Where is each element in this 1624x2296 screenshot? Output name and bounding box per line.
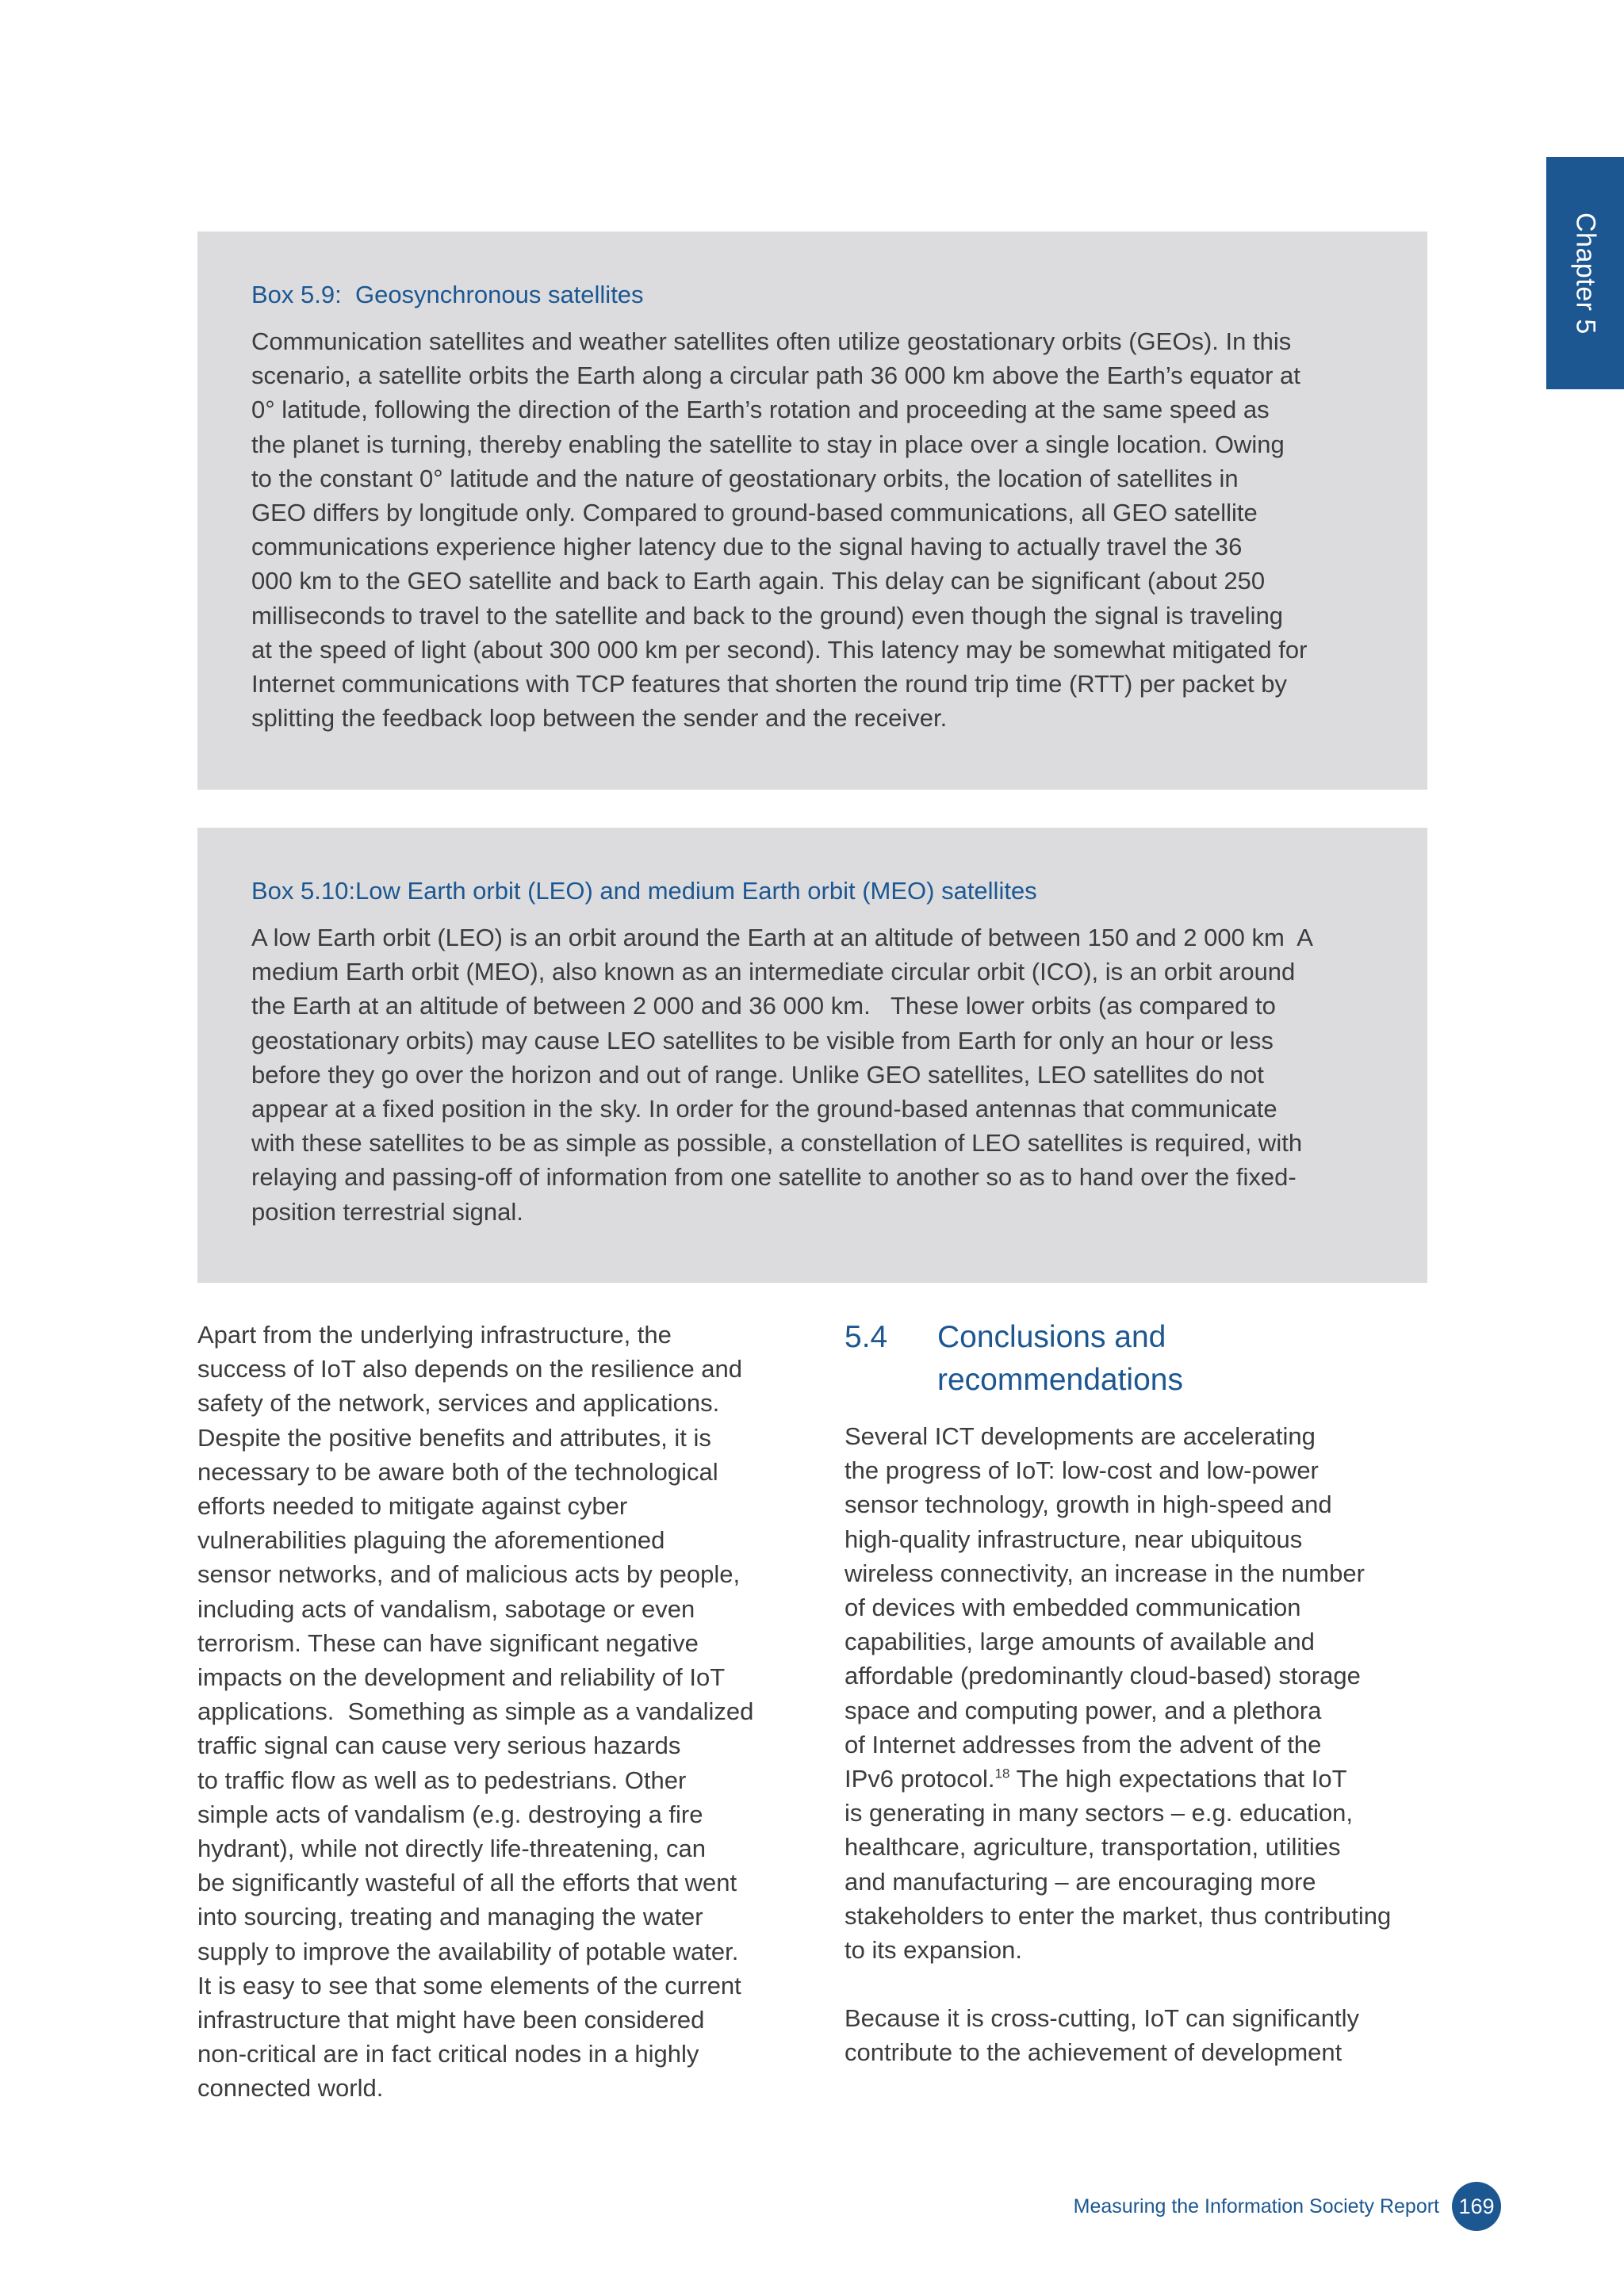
text-line: efforts needed to mitigate against cyber [197,1492,628,1521]
text-line: impacts on the development and reliability of IoT [197,1663,726,1692]
text-span: IPv6 protocol. [845,1765,995,1793]
text-line: 0° latitude, following the direction of the Earth’s rotation and proceeding at the same speed as [251,396,1270,424]
text-line: appear at a fixed position in the sky. In order for the ground-based antennas that communicate [251,1095,1277,1123]
text-line: infrastructure that might have been considered [197,2006,705,2034]
text-line: be significantly wasteful of all the efforts that went [197,1869,737,1897]
footnote-reference[interactable]: 18 [994,1766,1010,1781]
text-line: medium Earth orbit (MEO), also known as an intermediate circular orbit (ICO), is an orbit around [251,958,1296,986]
text-line: terrorism. These can have significant negative [197,1628,699,1657]
text-span: The high expectations that IoT [1009,1765,1347,1793]
text-line: into sourcing, treating and managing the water [197,1903,703,1931]
text-line: non-critical are in fact critical nodes in a highly [197,2040,699,2068]
text-line: position terrestrial signal. [251,1197,523,1226]
text-line: Internet communications with TCP features that shorten the round trip time (RTT) per packet by [251,670,1288,698]
text-line: Several ICT developments are accelerating [845,1422,1316,1450]
text-line: A low Earth orbit (LEO) is an orbit around the Earth at an altitude of between 150 and 2 000 km A [251,924,1313,951]
text-line: contribute to the achievement of development [845,2038,1342,2067]
text-line: necessary to be aware both of the technological [197,1457,718,1486]
text-line: and manufacturing – are encouraging more [845,1867,1316,1896]
text-line: safety of the network, services and applications. [197,1389,720,1418]
box-body [251,920,1373,1229]
text-line: Because it is cross-cutting, IoT can significantly [845,2004,1359,2033]
text-line: splitting the feedback loop between the sender and the receiver. [251,704,948,733]
text-line: vulnerabilities plaguing the aforementioned [197,1526,665,1555]
text-line: scenario, a satellite orbits the Earth along a circular path 36 000 km above the Earth’s equator at [251,362,1300,390]
box-geosynchronous-satellites [197,232,1427,790]
paragraph-gap [845,1967,1447,2001]
text-line: of Internet addresses from the advent of the [845,1730,1322,1758]
text-line: capabilities, large amounts of available and [845,1628,1315,1656]
text-line: Communication satellites and weather satellites often utilize geostationary orbits (GEOs). In this [251,327,1292,355]
text-line: high-quality infrastructure, near ubiquitous [845,1525,1303,1553]
box-title: Box 5.10:Low Earth orbit (LEO) and medium Earth orbit (MEO) satellites [251,877,1037,905]
text-line: before they go over the horizon and out of range. Unlike GEO satellites, LEO satellites do not [251,1060,1264,1089]
footer-report-title: Measuring the Information Society Report [1073,2195,1439,2218]
text-line: the progress of IoT: low-cost and low-power [845,1456,1319,1485]
section-title [937,1316,1183,1402]
text-line: including acts of vandalism, sabotage or even [197,1594,695,1623]
text-line: connected world. [197,2074,384,2103]
body-column-right [845,1419,1447,2070]
text-line: applications. Something as simple as a vandalized [197,1697,754,1726]
text-line: 000 km to the GEO satellite and back to Earth again. This delay can be significant (about 250 [251,567,1266,595]
chapter-tab-label: Chapter 5 [1570,212,1601,335]
text-line: communications experience higher latency due to the signal having to actually travel the 36 [251,533,1243,561]
page-number-badge: 169 [1452,2182,1501,2231]
text-line: stakeholders to enter the market, thus contributing [845,1901,1392,1930]
text-line: traffic signal can cause very serious hazards [197,1732,681,1760]
text-line: success of IoT also depends on the resilience and [197,1355,743,1383]
section-title-line: recommendations [937,1363,1183,1397]
section-heading [845,1316,1183,1402]
section-title-line: Conclusions and [937,1320,1166,1354]
text-line: at the speed of light (about 300 000 km per second). This latency may be somewhat mitigated for [251,635,1308,664]
box-body [251,324,1373,735]
text-line: hydrant), while not directly life-threatening, can [197,1835,706,1863]
text-line: sensor technology, growth in high-speed and [845,1490,1332,1519]
text-line: affordable (predominantly cloud-based) storage [845,1662,1361,1690]
text-line: supply to improve the availability of potable water. [197,1937,739,1965]
text-line: It is easy to see that some elements of the current [197,1971,741,1999]
text-line: the Earth at an altitude of between 2 000 and 36 000 km. These lower orbits (as compared to [251,992,1276,1020]
box-title: Box 5.9: Geosynchronous satellites [251,281,644,308]
text-line: space and computing power, and a plethora [845,1696,1322,1724]
text-line: relaying and passing-off of information from one satellite to another so as to hand over the fixed- [251,1163,1297,1192]
text-line: sensor networks, and of malicious acts by people, [197,1560,741,1589]
text-line: geostationary orbits) may cause LEO satellites to be visible from Earth for only an hour or less [251,1026,1274,1054]
text-line: simple acts of vandalism (e.g. destroying a fire [197,1800,703,1828]
text-line: with these satellites to be as simple as possible, a constellation of LEO satellites is required, with [251,1129,1303,1158]
box-leo-meo-satellites [197,828,1427,1283]
text-line-with-footnote [845,1762,1447,1796]
text-line: healthcare, agriculture, transportation, utilities [845,1833,1341,1862]
text-line: wireless connectivity, an increase in the number [845,1559,1365,1587]
body-column-left [197,1318,800,2106]
text-line: to traffic flow as well as to pedestrians. Other [197,1766,687,1794]
page-footer [793,2182,1501,2231]
section-number: 5.4 [845,1320,888,1354]
text-line: to its expansion. [845,1936,1023,1965]
text-line: to the constant 0° latitude and the nature of geostationary orbits, the location of satellites in [251,464,1239,492]
text-line: milliseconds to travel to the satellite and back to the ground) even though the signal is traveling [251,601,1284,629]
text-line: GEO differs by longitude only. Compared to ground-based communications, all GEO satellite [251,499,1258,527]
text-line: of devices with embedded communication [845,1594,1301,1622]
text-line: is generating in many sectors – e.g. education, [845,1799,1354,1827]
text-line: the planet is turning, thereby enabling the satellite to stay in place over a single location. Owing [251,430,1285,458]
chapter-tab [1546,157,1624,389]
text-line: Despite the positive benefits and attributes, it is [197,1423,711,1452]
text-line: Apart from the underlying infrastructure, the [197,1321,672,1349]
